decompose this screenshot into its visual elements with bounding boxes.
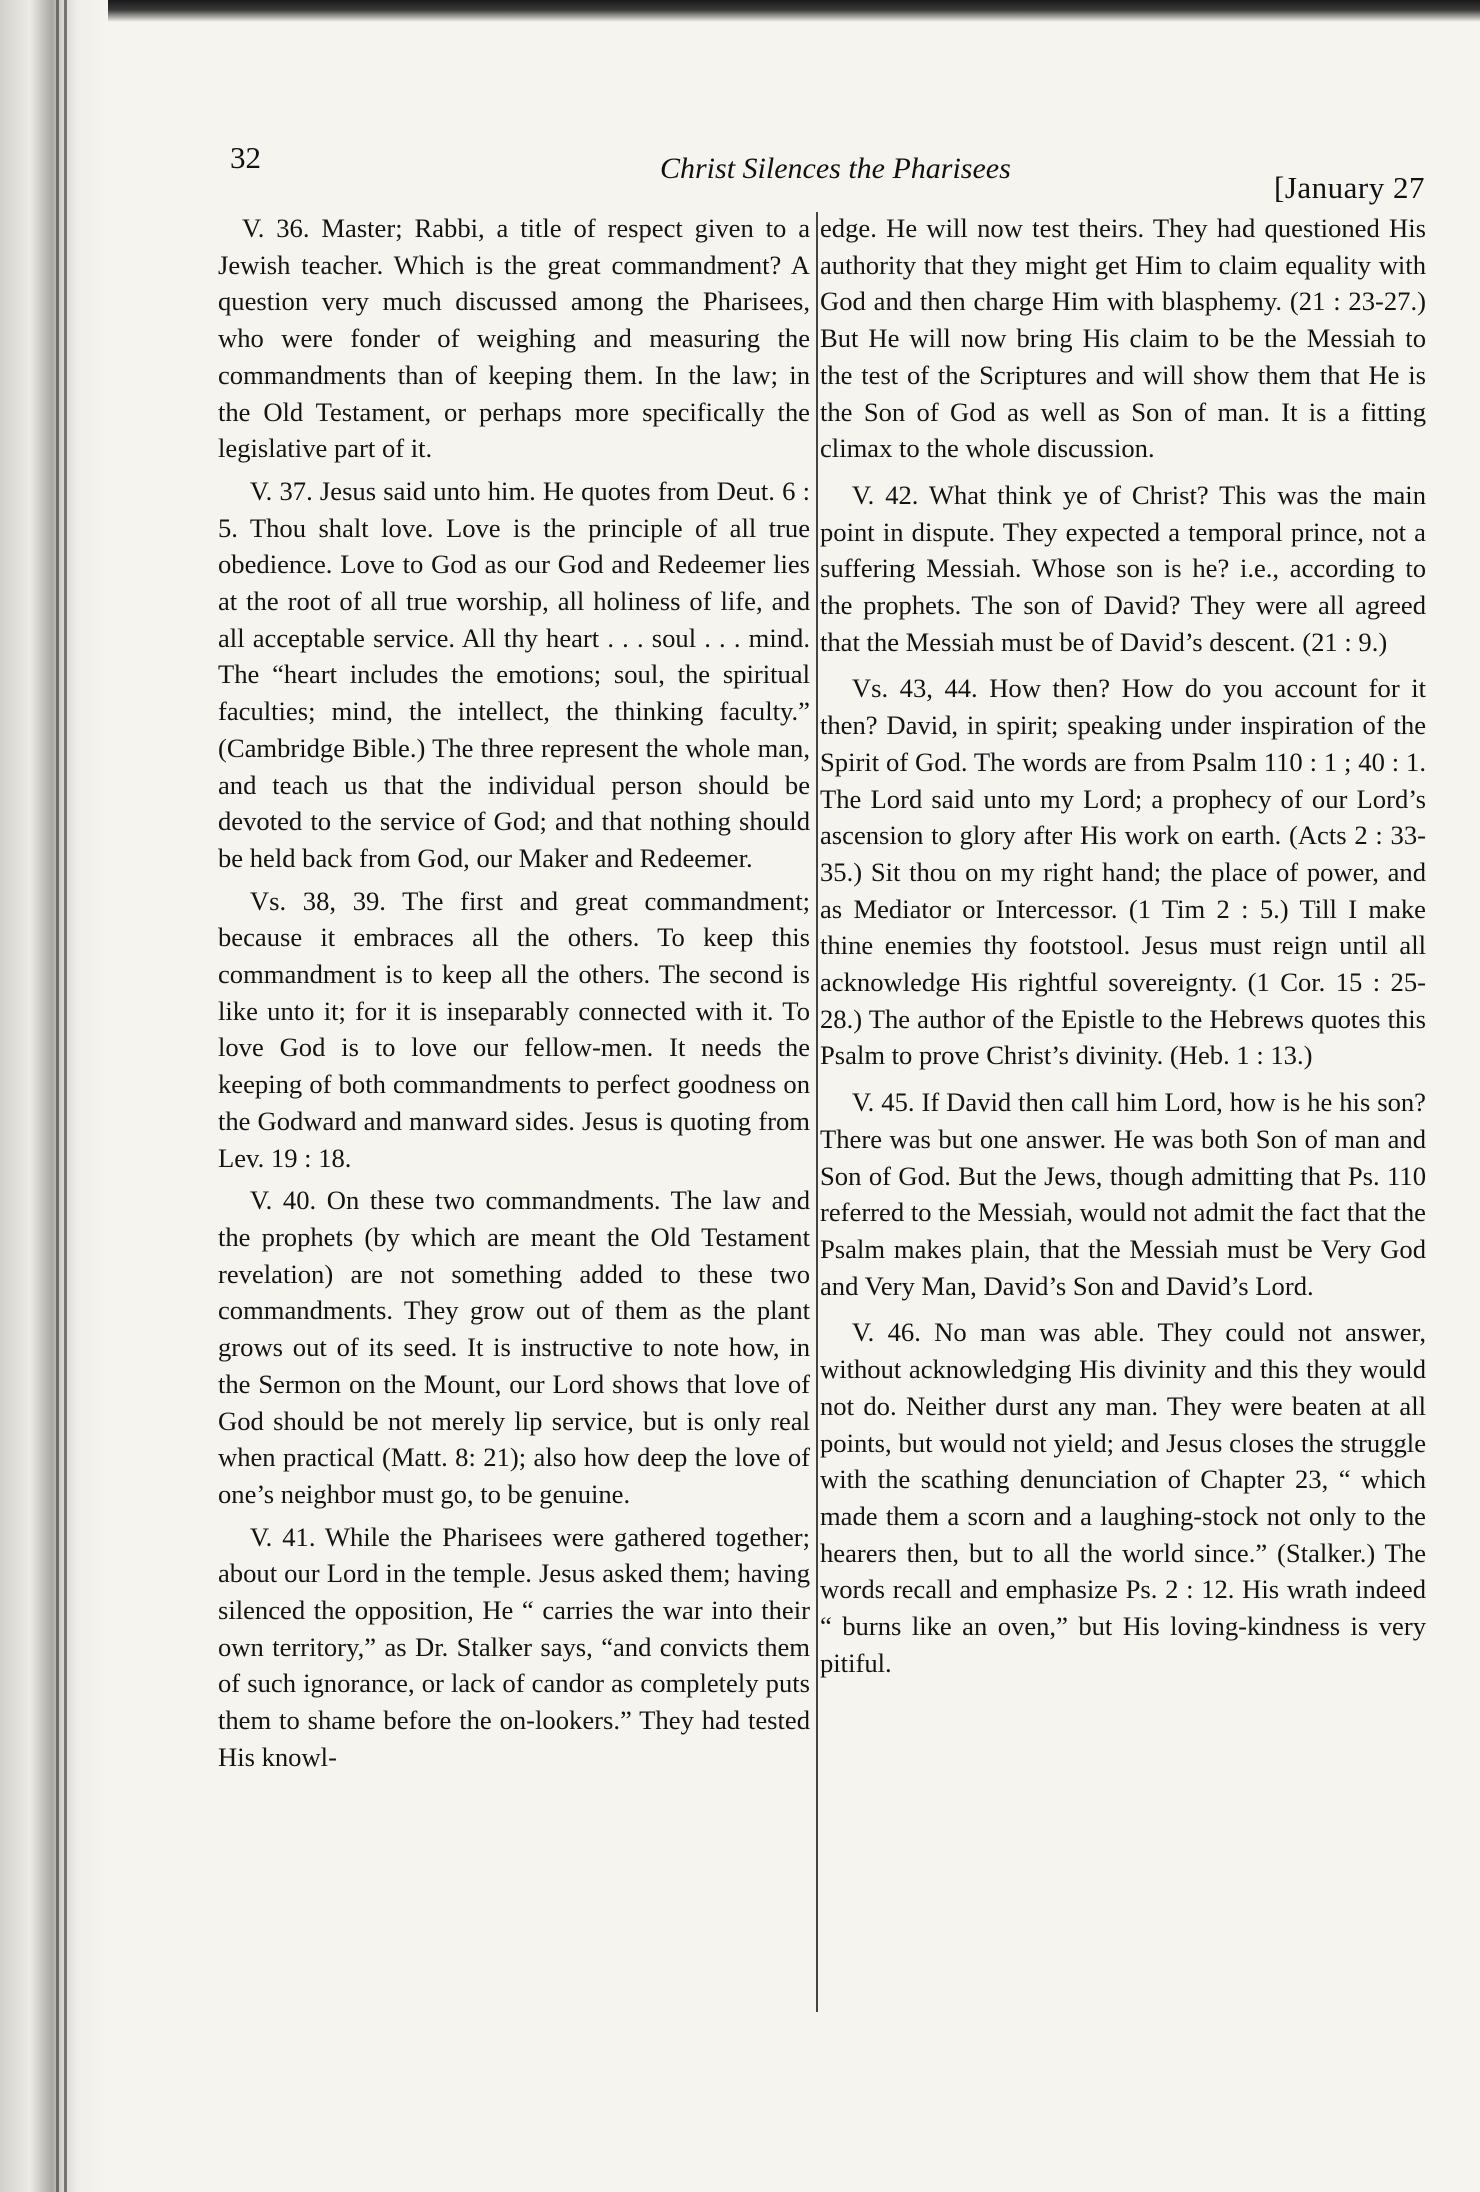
paragraph-v36: V. 36. Master; Rabbi, a title of respect given to a Jewish teacher. Which is the great commandment? A question very much discussed among the Pharisees, who were fonder of weighing and measuring the commandments than of keeping them. In the law; in the Old Testament, or perhaps more specifically the legislative part of it. bbox=[218, 213, 810, 464]
paragraph-v46: V. 46. No man was able. They could not answer, without acknowledging His divinity and this they would not do. Neither durst any man. They were beaten at all points, but would not yield; and Jesus closes the struggle with the scathing denunciation of Chapter 23, “ which made them a scorn and a laughing-stock not only to the hearers then, but to all the world since.” (Stalker.) The words recall and emphasize Ps. 2 : 12. His wrath indeed “ burns like an oven,” but His loving-kindness is very pitiful. bbox=[820, 1317, 1426, 1678]
right-column bbox=[820, 210, 1426, 1681]
scan-top-edge bbox=[0, 0, 1480, 22]
paragraph-vs38-39: Vs. 38, 39. The first and great commandment; because it embraces all the others. To keep this commandment is to keep all the others. The second is like unto it; for it is inseparably connected with it. To love God is to love our fellow-men. It needs the keeping of both commandments to perfect goodness on the Godward and manward sides. Jesus is quoting from Lev. 19 : 18. bbox=[218, 885, 810, 1173]
paragraph-v42: V. 42. What think ye of Christ? This was the main point in dispute. They expected a temporal prince, not a suffering Messiah. Whose son is he? i.e., according to the prophets. The son of David? They were all agreed that the Messiah must be of David’s descent. (21 : 9.) bbox=[820, 479, 1426, 657]
page-binding bbox=[0, 0, 108, 2192]
left-column bbox=[218, 210, 810, 1776]
page-number: 32 bbox=[230, 140, 261, 175]
binding-line bbox=[64, 0, 67, 2192]
paragraph-vs43-44: Vs. 43, 44. How then? How do you account for it then? David, in spirit; speaking under inspiration of the Spirit of God. The words are from Psalm 110 : 1 ; 40 : 1. The Lord said unto my Lord; a prophecy of our Lord’s ascension to glory after His work on earth. (Acts 2 : 33-35.) Sit thou on my right hand; the place of power, and as Mediator or Intercessor. (1 Tim 2 : 5.) Till I make thine enemies thy footstool. Jesus must reign until all acknowledge His rightful sovereignty. (1 Cor. 15 : 25-28.) The author of the Epistle to the Hebrews quotes this Psalm to prove Christ’s divinity. (Heb. 1 : 13.) bbox=[820, 673, 1426, 1071]
paragraph-v45: V. 45. If David then call him Lord, how is he his son? There was but one answer. He was both Son of man and Son of God. But the Jews, though admitting that Ps. 110 referred to the Messiah, would not admit the fact that the Psalm makes plain, that the Messiah must be Very God and Very Man, David’s Son and David’s Lord. bbox=[820, 1087, 1426, 1301]
binding-line bbox=[56, 0, 59, 2192]
paragraph-v37: V. 37. Jesus said unto him. He quotes from Deut. 6 : 5. Thou shalt love. Love is the principle of all true obedience. Love to God as our God and Redeemer lies at the root of all true worship, all holiness of life, and all acceptable service. All thy heart . . . soul . . . mind. The “heart includes the emotions; soul, the spiritual faculties; mind, the intellect, the thinking faculty.” (Cambridge Bible.) The three represent the whole man, and teach us that the individual person should be devoted to the service of God; and that nothing should be held back from God, our Maker and Redeemer. bbox=[218, 475, 810, 873]
paragraph-v40: V. 40. On these two commandments. The law and the prophets (by which are meant the Old Testament revelation) are not something added to these two commandments. They grow out of them as the plant grows out of its seed. It is instructive to note how, in the Sermon on the Mount, our Lord shows that love of God should be not merely lip service, but is only real when practical (Matt. 8: 21); also how deep the love of one’s neighbor must go, to be genuine. bbox=[218, 1185, 810, 1509]
page-header bbox=[230, 140, 1425, 205]
paragraph-v41: V. 41. While the Pharisees were gathered together; about our Lord in the temple. Jesus asked them; having silenced the opposition, He “ carries the war into their own territory,” as Dr. Stalker says, “and convicts them of such ignorance, or lack of candor as completely puts them to shame before the on-lookers.” They had tested His knowl- bbox=[218, 1521, 810, 1772]
running-title: Christ Silences the Pharisees bbox=[660, 152, 1011, 185]
column-divider bbox=[816, 212, 818, 2012]
paragraph-v41-continued: edge. He will now test theirs. They had questioned His authority that they might get Him to claim equality with God and then charge Him with blasphemy. (21 : 23-27.) But He will now bring His claim to be the Messiah to the test of the Scriptures and will show them that He is the Son of God as well as Son of man. It is a fitting climax to the whole discussion. bbox=[820, 213, 1426, 464]
header-date: [January 27 bbox=[1274, 170, 1425, 205]
